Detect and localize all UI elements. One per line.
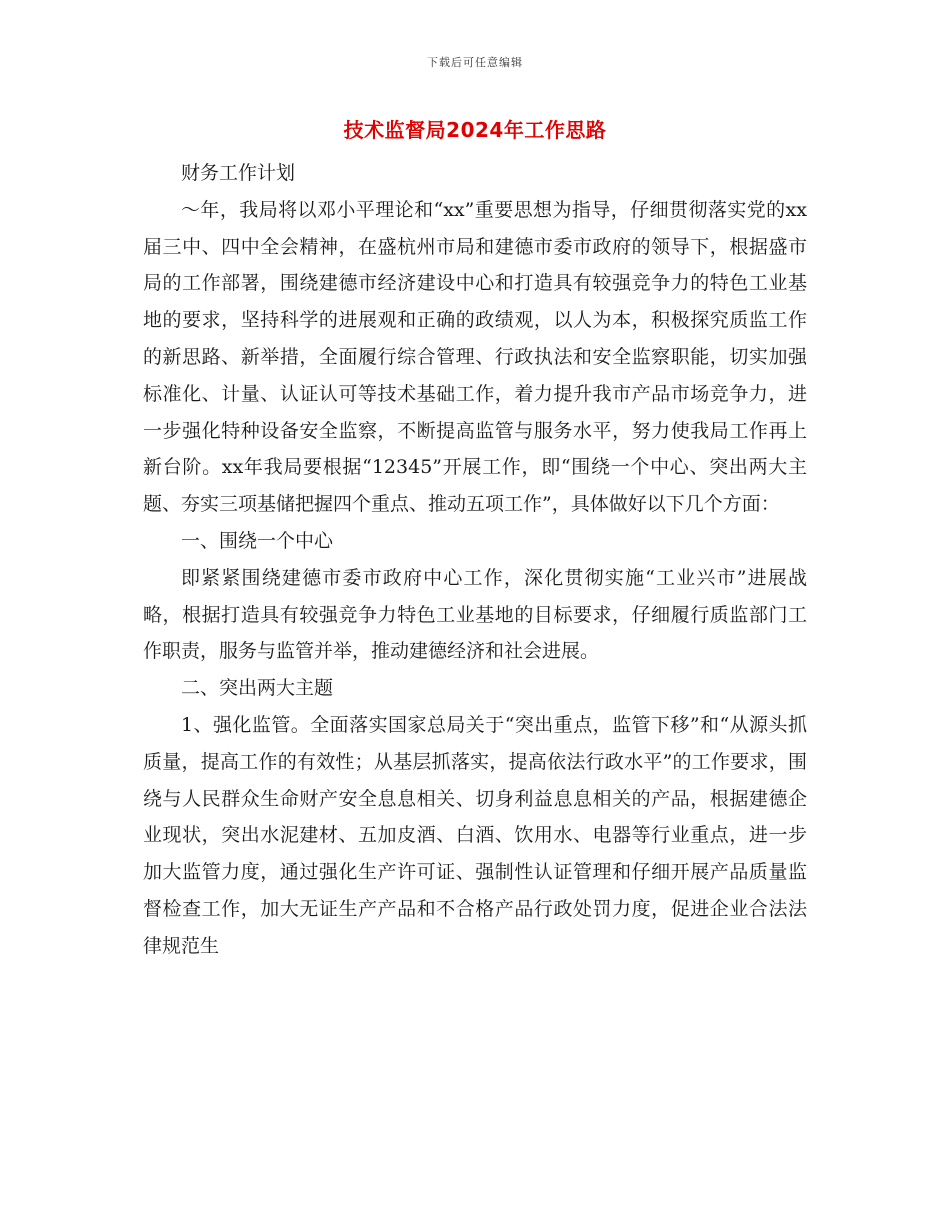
section-heading-1: 一、围绕一个中心 [181,529,334,552]
header-note: 下载后可任意编辑 [427,56,523,69]
paragraph-subtitle: 财务工作计划 [181,162,296,184]
section-heading-2: 二、突出两大主题 [181,677,334,700]
paragraph-intro: ～年，我局将以邓小平理论和“xx”重要思想为指导，仔细贯彻落实党的xx届三中、四中全会精神，在盛杭州市局和建德市委市政府的领导下，根据盛市局的工作部署，围绕建德市经济建设中心和打造具有较强竞争力的特色工业基地的要求，坚持科学的进展观和正确的政绩观，以人为本，积极探究质监工作的新思路、新举措，全面履行综合管理、行政执法和安全监察职能，切实加强标准化、计量、认证认可等技术基础工作，着力提升我市产品市场竞争力，进一步强化特种设备安全监察，不断提高监管与服务水平，努力使我局工作再上新台阶。xx年我局要根据“12345”开展工作，即“围绕一个中心、突出两大主题、夯实三项基储把握四个重点、推动五项工作”，具体做好以下几个方面： [143,198,807,516]
paragraph-section-1: 即紧紧围绕建德市委市政府中心工作，深化贯彻实施“工业兴市”进展战略，根据打造具有较强竞争力特色工业基地的目标要求，仔细履行质监部门工作职责，服务与监管并举，推动建德经济和社会进展。 [143,566,807,663]
paragraph-section-2-item-1: 1、强化监管。全面落实国家总局关于“突出重点，监管下移”和“从源头抓质量，提高工作的有效性；从基层抓落实，提高依法行政水平”的工作要求，围绕与人民群众生命财产安全息息相关、切身利益息息相关的产品，根据建德企业现状，突出水泥建材、五加皮酒、白酒、饮用水、电器等行业重点，进一步加大监管力度，通过强化生产许可证、强制性认证管理和仔细开展产品质量监督检查工作，加大无证生产产品和不合格产品行政处罚力度，促进企业合法法律规范生 [143,713,807,957]
document-title: 技术监督局2024年工作思路 [343,118,607,142]
document-body [143,155,807,965]
